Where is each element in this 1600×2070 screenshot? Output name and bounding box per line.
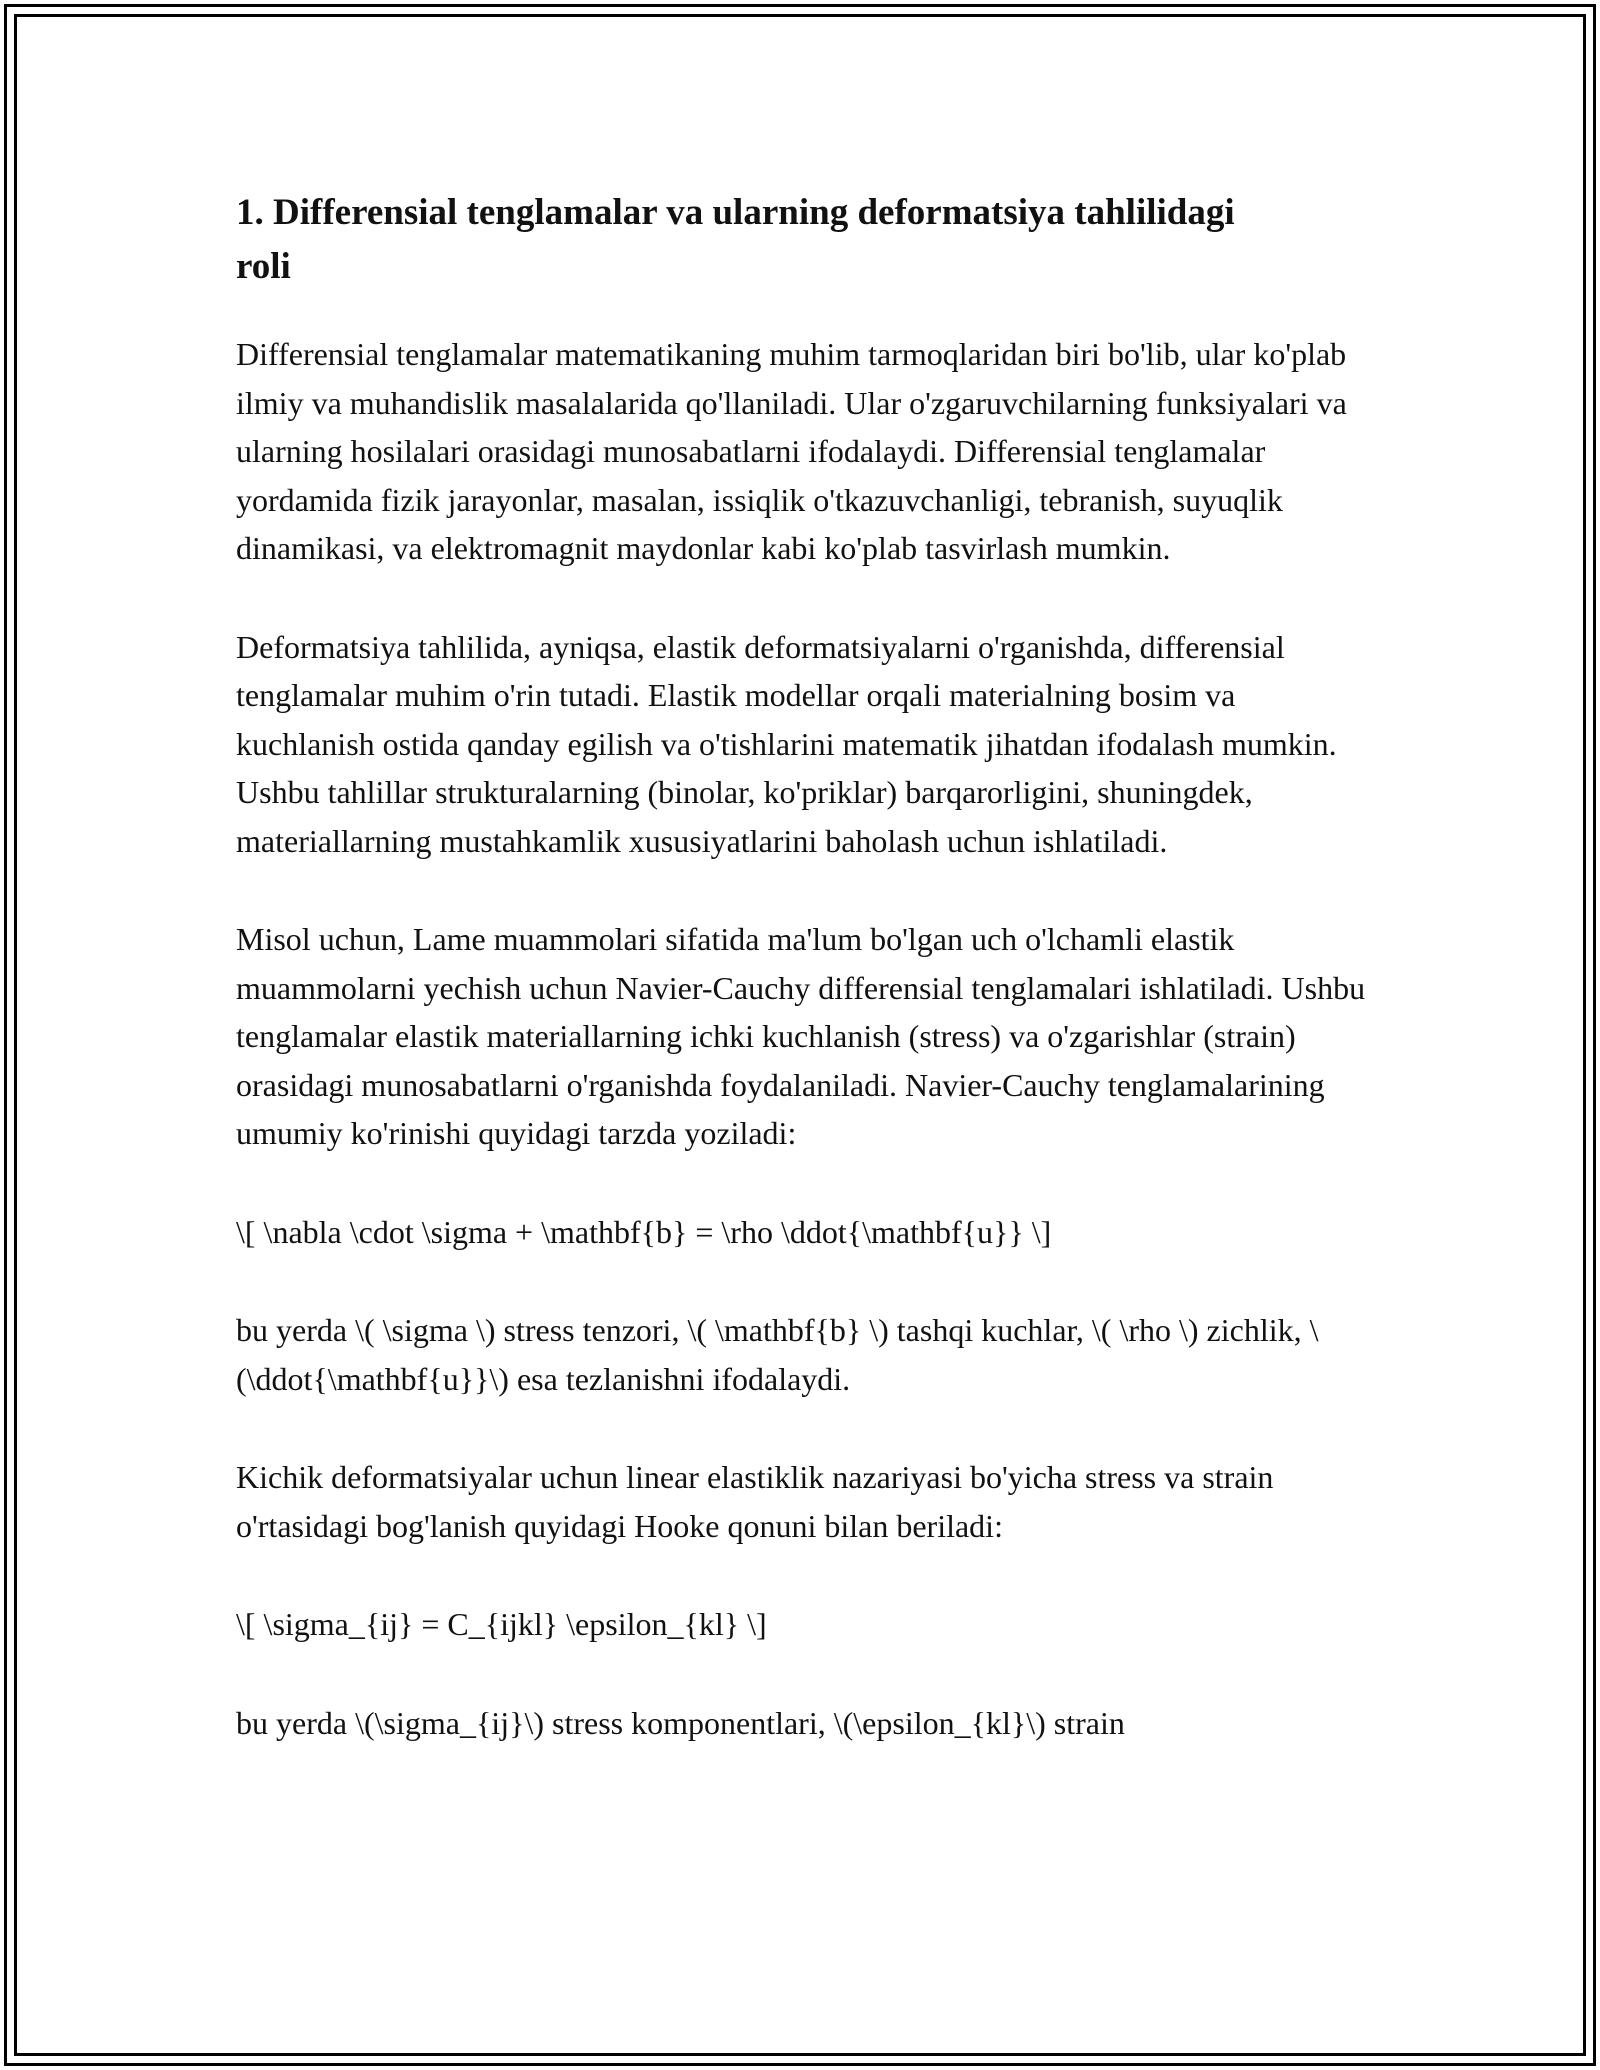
equation-navier-cauchy: \[ \nabla \cdot \sigma + \mathbf{b} = \rho \ddot{\mathbf{u}} \] bbox=[236, 1213, 1052, 1250]
paragraph-variables: bu yerda \( \sigma \) stress tenzori, \( \mathbf{b} \) tashqi kuchlar, \( \rho \) zichlik, \(\ddot{\mathbf{u}}\) esa tezlanishni ifodalaydi. bbox=[236, 1312, 1319, 1397]
paragraph-components: bu yerda \(\sigma_{ij}\) stress komponentlari, \(\epsilon_{kl}\) strain bbox=[236, 1704, 1125, 1741]
paragraph-hooke: Kichik deformatsiyalar uchun linear elastiklik nazariyasi bo'yicha stress va strain o'rtasidagi bog'lanish quyidagi Hooke qonuni bilan beriladi: bbox=[236, 1459, 1274, 1544]
paragraph-intro: Differensial tenglamalar matematikaning muhim tarmoqlaridan biri bo'lib, ular ko'plab ilmiy va muhandislik masalalarida qo'llaniladi. Ular o'zgaruvchilarning funksiyalari va ularning hosilalari orasidagi munosabatlarni ifodalaydi. Differensial tenglamalar yordamida fizik jarayonlar, masalan, issiqlik o'tkazuvchanligi, tebranish, suyuqlik dinamikasi, va elektromagnit maydonlar kabi ko'plab tasvirlash mumkin. bbox=[236, 336, 1347, 566]
paragraph-deformation: Deformatsiya tahlilida, ayniqsa, elastik deformatsiyalarni o'rganishda, differensial tenglamalar muhim o'rin tutadi. Elastik modellar orqali materialning bosim va kuchlanish ostida qanday egilish va o'tishlarini matematik jihatdan ifodalash mumkin. Ushbu tahlillar strukturalarning (binolar, ko'priklar) barqarorligini, shuningdek, materiallarning mustahkamlik xususiyatlarini baholash uchun ishlatiladi. bbox=[236, 628, 1337, 859]
document-body bbox=[236, 186, 1376, 1797]
equation-hooke: \[ \sigma_{ij} = C_{ijkl} \epsilon_{kl} \] bbox=[236, 1606, 767, 1642]
paragraph-navier-cauchy: Misol uchun, Lame muammolari sifatida ma'lum bo'lgan uch o'lchamli elastik muammolarni yechish uchun Navier-Cauchy differensial tenglamalari ishlatiladi. Ushbu tenglamalar elastik materiallarning ichki kuchlanish (stress) va o'zgarishlar (strain) orasidagi munosabatlarni o'rganishda foydalaniladi. Navier-Cauchy tenglamalarining umumiy ko'rinishi quyidagi tarzda yoziladi: bbox=[236, 921, 1366, 1151]
section-heading: 1. Differensial tenglamalar va ularning deformatsiya tahlilidagi roli bbox=[236, 192, 1235, 287]
